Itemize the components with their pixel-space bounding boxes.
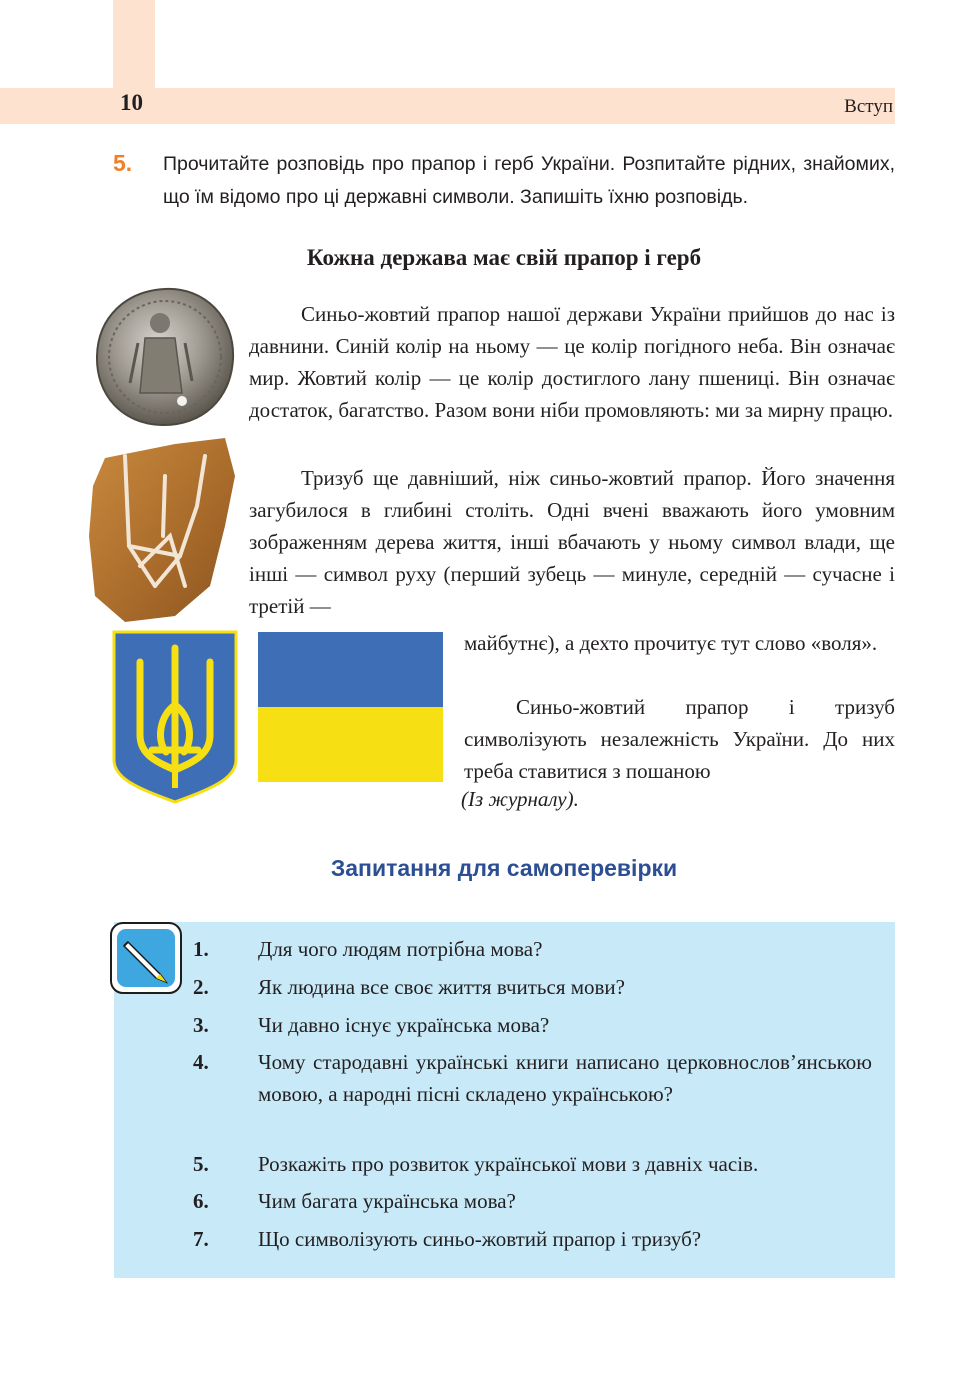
task-text: Прочитайте розповідь про прапор і герб України. Розпитайте рідних, знайомих, що їм відомо про ці державні символи. Запишіть їхню розповідь. [163, 153, 895, 208]
question-number: 5. [193, 1152, 209, 1176]
questions-heading: Запитання для самоперевірки [330, 855, 678, 881]
story-paragraph: Тризуб ще давніший, ніж синьо-жовтий прапор. Його значення загубилося в глибині століть. Одні вчені вважають його умовним зображенням дерева життя, інші вбачають у ньому символ влади, ще інші — символ руху (перший зубець — минуле, середній — сучасне і третій — [249, 466, 895, 618]
flag-blue-stripe [258, 632, 443, 707]
question-number: 3. [193, 1013, 209, 1037]
question-text: Чи давно існує українська мова? [258, 1013, 550, 1037]
task-number: 5. [113, 150, 133, 176]
page-number: 10 [120, 90, 143, 115]
ukraine-flag-image [258, 632, 443, 782]
question-number: 4. [193, 1050, 209, 1074]
silver-coin-image [90, 283, 240, 431]
flag-yellow-stripe [258, 707, 443, 782]
question-text: Чим багата українська мова? [258, 1189, 516, 1213]
question-text: Чому стародавні українські книги написано церковнослов’янською мовою, а народні пісні складено українською? [258, 1050, 872, 1106]
story-paragraph: майбутнє), а дехто прочитує тут слово «воля». [464, 631, 878, 655]
question-text: Для чого людям потрібна мова? [258, 937, 543, 961]
question-text: Що символізують синьо-жовтий прапор і тризуб? [258, 1227, 702, 1251]
question-number: 2. [193, 975, 209, 999]
question-number: 7. [193, 1227, 209, 1251]
pencil-icon [108, 920, 184, 996]
question-text: Як людина все своє життя вчиться мови? [258, 975, 625, 999]
story-paragraph: Синьо-жовтий прапор нашої держави України прийшов до нас із давнини. Синій колір на ньому — це колір погідного неба. Він означає мир. Жовтий колір — це колір достиглого лану пшениці. Він означає достаток, багатство. Разом вони ніби промовляють: ми за мирну працю. [249, 302, 895, 422]
section-name: Вступ [844, 96, 893, 117]
story-paragraph: Синьо-жовтий прапор і тризуб символізують незалежність України. До них треба ставитися з пошаною [464, 695, 895, 783]
question-text: Розкажіть про розвиток української мови з давніх часів. [258, 1152, 759, 1176]
coat-of-arms-image [112, 630, 238, 804]
story-title: Кожна держава має свій прапор і герб [306, 245, 702, 270]
trident-shard-image [85, 436, 240, 624]
question-number: 6. [193, 1189, 209, 1213]
question-number: 1. [193, 937, 209, 961]
story-source: (Із журналу). [461, 787, 579, 811]
